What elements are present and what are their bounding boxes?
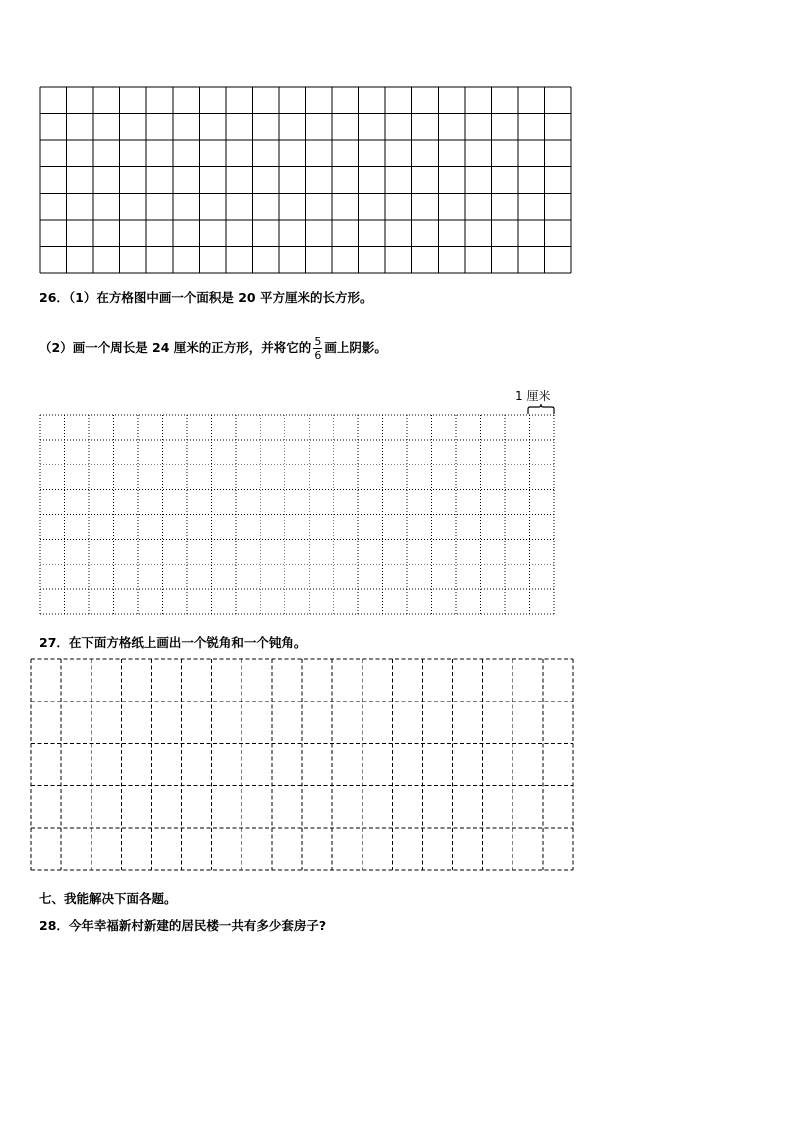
fraction-five-sixths bbox=[313, 335, 322, 362]
solid-grid bbox=[39, 86, 572, 274]
dotted-grid bbox=[39, 414, 555, 615]
question-26-part1: 26．（1）在方格图中画一个面积是 20 平方厘米的长方形。 bbox=[39, 290, 373, 305]
question-28: 28．今年幸福新村新建的居民楼一共有多少套房子? bbox=[39, 918, 327, 933]
section-7-title: 七、我能解决下面各题。 bbox=[39, 891, 177, 906]
question-26-part2-after: 画上阴影。 bbox=[324, 340, 387, 355]
question-26-part2-before: （2）画一个周长是 24 厘米的正方形，并将它的 bbox=[39, 340, 312, 355]
question-27: 27．在下面方格纸上画出一个锐角和一个钝角。 bbox=[39, 635, 307, 650]
fraction-denominator: 6 bbox=[314, 348, 322, 362]
question-26-part2 bbox=[39, 330, 387, 366]
fraction-numerator: 5 bbox=[314, 334, 322, 348]
scale-label: 1 厘米 bbox=[515, 389, 551, 403]
dashed-grid bbox=[30, 658, 574, 871]
